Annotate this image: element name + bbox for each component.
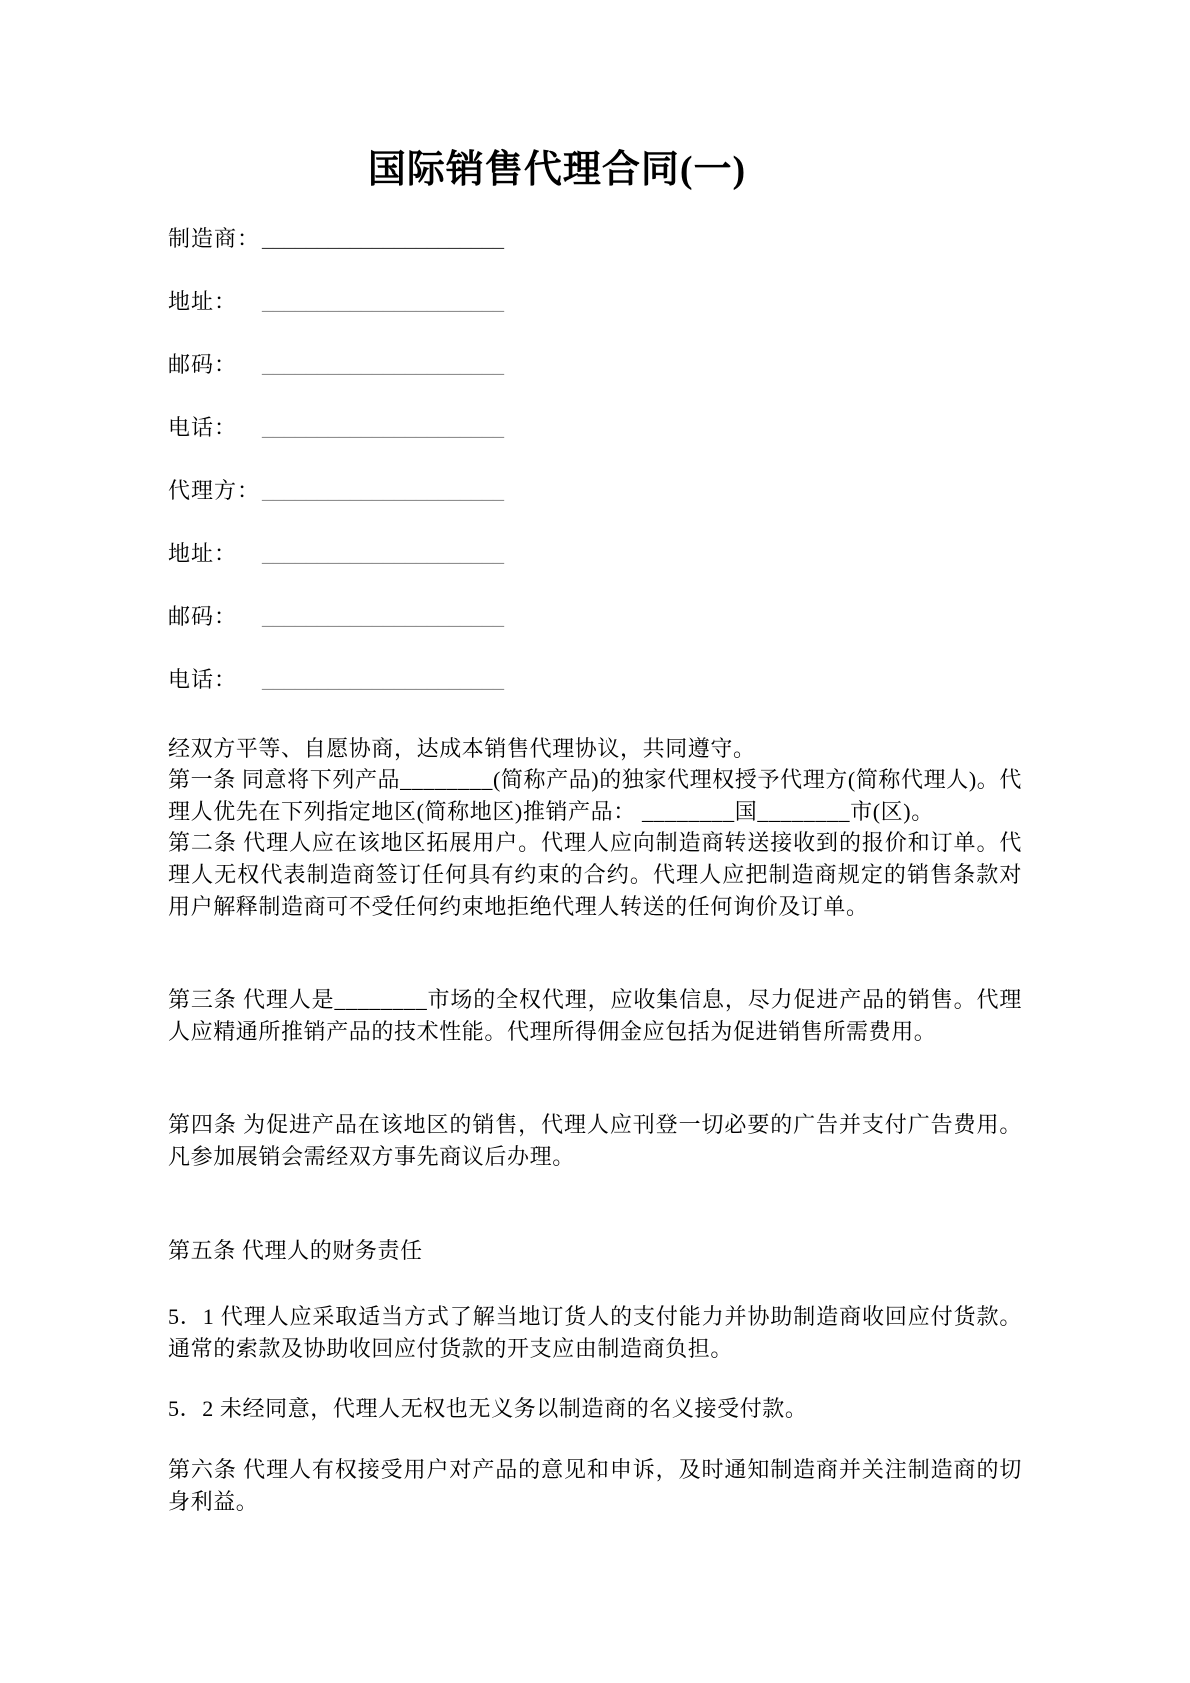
- field-row-manufacturer-address: [168, 287, 1022, 317]
- paragraph-clause-5-2: 5．2 未经同意，代理人无权也无义务以制造商的名义接受付款。: [168, 1396, 808, 1422]
- paragraph-article-2: 第二条 代理人应在该地区拓展用户。代理人应向制造商转送接收到的报价和订单。代理人无权代表制造商签订任何具有约束的合约。代理人应把制造商规定的销售条款对用户解释制造商可不受任何约束地拒绝代理人转送的任何询价及订单。: [168, 830, 1022, 919]
- field-blank-line-address: ______________________: [262, 288, 504, 314]
- field-blank-line-agent-postcode: ______________________: [262, 603, 504, 629]
- party-info-fields: [168, 224, 1022, 695]
- field-blank-line-postcode: ______________________: [262, 351, 504, 377]
- field-label-agent: 代理方：: [168, 477, 261, 503]
- paragraph-article-5-heading: 第五条 代理人的财务责任: [168, 1237, 423, 1263]
- field-label-address: 地址：: [168, 288, 238, 314]
- field-label-postcode: 邮码：: [168, 351, 238, 377]
- field-label-agent-address: 地址：: [168, 540, 238, 566]
- field-blank-line-agent-address: ______________________: [262, 540, 504, 566]
- field-row-manufacturer-phone: [168, 413, 1022, 443]
- field-blank-line-phone: ______________________: [262, 414, 504, 440]
- field-row-manufacturer: [168, 224, 1022, 254]
- field-row-agent: [168, 476, 1022, 506]
- field-blank-line-agent: ______________________: [262, 477, 504, 503]
- paragraph-preamble: 经双方平等、自愿协商，达成本销售代理协议，共同遵守。: [168, 735, 756, 761]
- field-row-agent-address: [168, 539, 1022, 569]
- paragraph-clause-5-1: 5．1 代理人应采取适当方式了解当地订货人的支付能力并协助制造商收回应付货款。通常的索款及协助收回应付货款的开支应由制造商负担。: [168, 1304, 1022, 1361]
- field-row-manufacturer-postcode: [168, 350, 1022, 380]
- field-blank-line-manufacturer: ______________________: [262, 225, 504, 251]
- paragraph-article-6: 第六条 代理人有权接受用户对产品的意见和申诉，及时通知制造商并关注制造商的切身利益。: [168, 1456, 1022, 1514]
- contract-body: [168, 733, 1022, 1518]
- field-label-agent-phone: 电话：: [168, 666, 238, 692]
- field-row-agent-phone: [168, 665, 1022, 695]
- field-label-phone: 电话：: [168, 414, 238, 440]
- field-blank-line-agent-phone: ______________________: [262, 666, 504, 692]
- paragraph-article-4: 第四条 为促进产品在该地区的销售，代理人应刊登一切必要的广告并支付广告费用。凡参加展销会需经双方事先商议后办理。: [168, 1112, 1022, 1169]
- field-row-agent-postcode: [168, 602, 1022, 632]
- field-label-manufacturer: 制造商：: [168, 225, 261, 251]
- paragraph-article-3: 第三条 代理人是________市场的全权代理，应收集信息，尽力促进产品的销售。代理人应精通所推销产品的技术性能。代理所得佣金应包括为促进销售所需费用。: [168, 987, 1022, 1044]
- document-title: 国际销售代理合同(一): [367, 149, 747, 191]
- field-label-agent-postcode: 邮码：: [168, 603, 238, 629]
- paragraph-article-1: 第一条 同意将下列产品________(简称产品)的独家代理权授予代理方(简称代理人)。代理人优先在下列指定地区(简称地区)推销产品： ________国________市(区)。: [168, 767, 1022, 824]
